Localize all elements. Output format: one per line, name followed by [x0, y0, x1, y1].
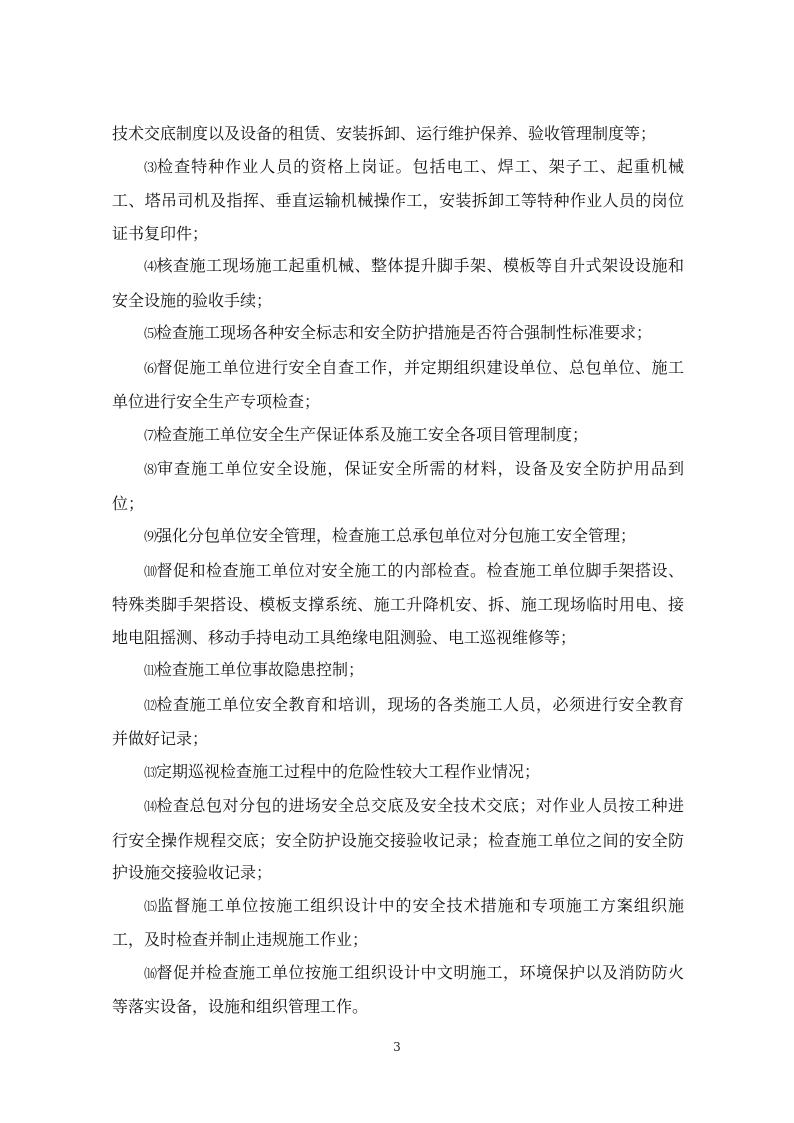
item-number: ⑼: [144, 530, 157, 545]
item-number: ⑹: [144, 361, 157, 377]
item-number: ⑿: [144, 698, 157, 714]
paragraph-item-11: [112, 654, 684, 689]
item-number: ⑸: [144, 327, 157, 342]
paragraph-text: 监督施工单位按施工组织设计中的安全技术措施和专项施工方案组织施工，及时检查并制止违规施工作业；: [112, 895, 684, 949]
paragraph-item-7: [112, 419, 684, 454]
item-number: ⑺: [144, 428, 157, 444]
item-number: ⑷: [144, 260, 157, 275]
paragraph-item-15: [112, 890, 684, 957]
paragraph-text: 检查施工现场各种安全标志和安全防护措施是否符合强制性标准要求；: [156, 323, 653, 342]
paragraph-item-14: [112, 790, 684, 890]
paragraph-text: 检查施工单位安全生产保证体系及施工安全各项目管理制度；: [156, 424, 589, 444]
document-body: [112, 118, 684, 1024]
paragraph-text: 检查施工单位安全教育和培训，现场的各类施工人员，必须进行安全教育并做好记录；: [112, 694, 684, 748]
paragraph-item-13: [112, 756, 684, 791]
paragraph-item-9: [112, 520, 684, 555]
paragraph-text: 检查特种作业人员的资格上岗证。包括电工、焊工、架子工、起重机械工、塔吊司机及指挥、垂直运输机械操作工，安装拆卸工等特种作业人员的岗位证书复印件；: [112, 156, 684, 243]
paragraph-item-12: [112, 689, 684, 756]
item-number: ⑶: [144, 160, 158, 176]
paragraph-text: 检查总包对分包的进场安全总交底及安全技术交底；对作业人员按工种进行安全操作规程交底；安全防护设施交接验收记录；检查施工单位之间的安全防护设施交接验收记录；: [112, 796, 684, 882]
item-number: ⒀: [144, 765, 157, 781]
item-number: ⑻: [144, 463, 158, 478]
item-number: ⑾: [144, 664, 157, 679]
item-number: ⒂: [144, 899, 158, 915]
paragraph-continuation: [112, 118, 684, 151]
page-number: 3: [393, 1040, 401, 1054]
paragraph-text: 核查施工现场施工起重机械、整体提升脚手架、模板等自升式架设设施和安全设施的验收手续；: [112, 256, 684, 310]
item-number: ⒁: [144, 800, 157, 815]
paragraph-item-16: [112, 957, 684, 1024]
paragraph-text: 强化分包单位安全管理，检查施工总承包单位对分包施工安全管理；: [156, 526, 637, 545]
paragraph-text: 技术交底制度以及设备的租赁、安装拆卸、运行维护保养、验收管理制度等；: [112, 124, 657, 143]
paragraph-item-5: [112, 317, 684, 352]
item-number: ⒃: [144, 966, 157, 982]
item-number: ⑽: [144, 564, 157, 580]
paragraph-text: 定期巡视检查施工过程中的危险性较大工程作业情况；: [156, 761, 541, 781]
paragraph-text: 督促和检查施工单位对安全施工的内部检查。检查施工单位脚手架搭设、特殊类脚手架搭设、模板支撑系统、施工升降机安、拆、施工现场临时用电、接地电阻摇测、移动手持电动工具绝缘电阻测验、电工巡视维修等；: [112, 560, 684, 647]
paragraph-text: 督促并检查施工单位按施工组织设计中文明施工，环境保护以及消防防火等落实设备，设施和组织管理工作。: [112, 962, 684, 1016]
paragraph-item-6: [112, 352, 684, 419]
paragraph-item-8: [112, 453, 684, 520]
paragraph-item-3: [112, 151, 684, 251]
paragraph-item-10: [112, 555, 684, 655]
paragraph-text: 督促施工单位进行安全自查工作，并定期组织建设单位、总包单位、施工单位进行安全生产专项检查；: [112, 357, 684, 411]
paragraph-item-4: [112, 250, 684, 317]
paragraph-text: 审查施工单位安全设施，保证安全所需的材料，设备及安全防护用品到位；: [112, 459, 684, 513]
paragraph-text: 检查施工单位事故隐患控制；: [156, 660, 365, 679]
